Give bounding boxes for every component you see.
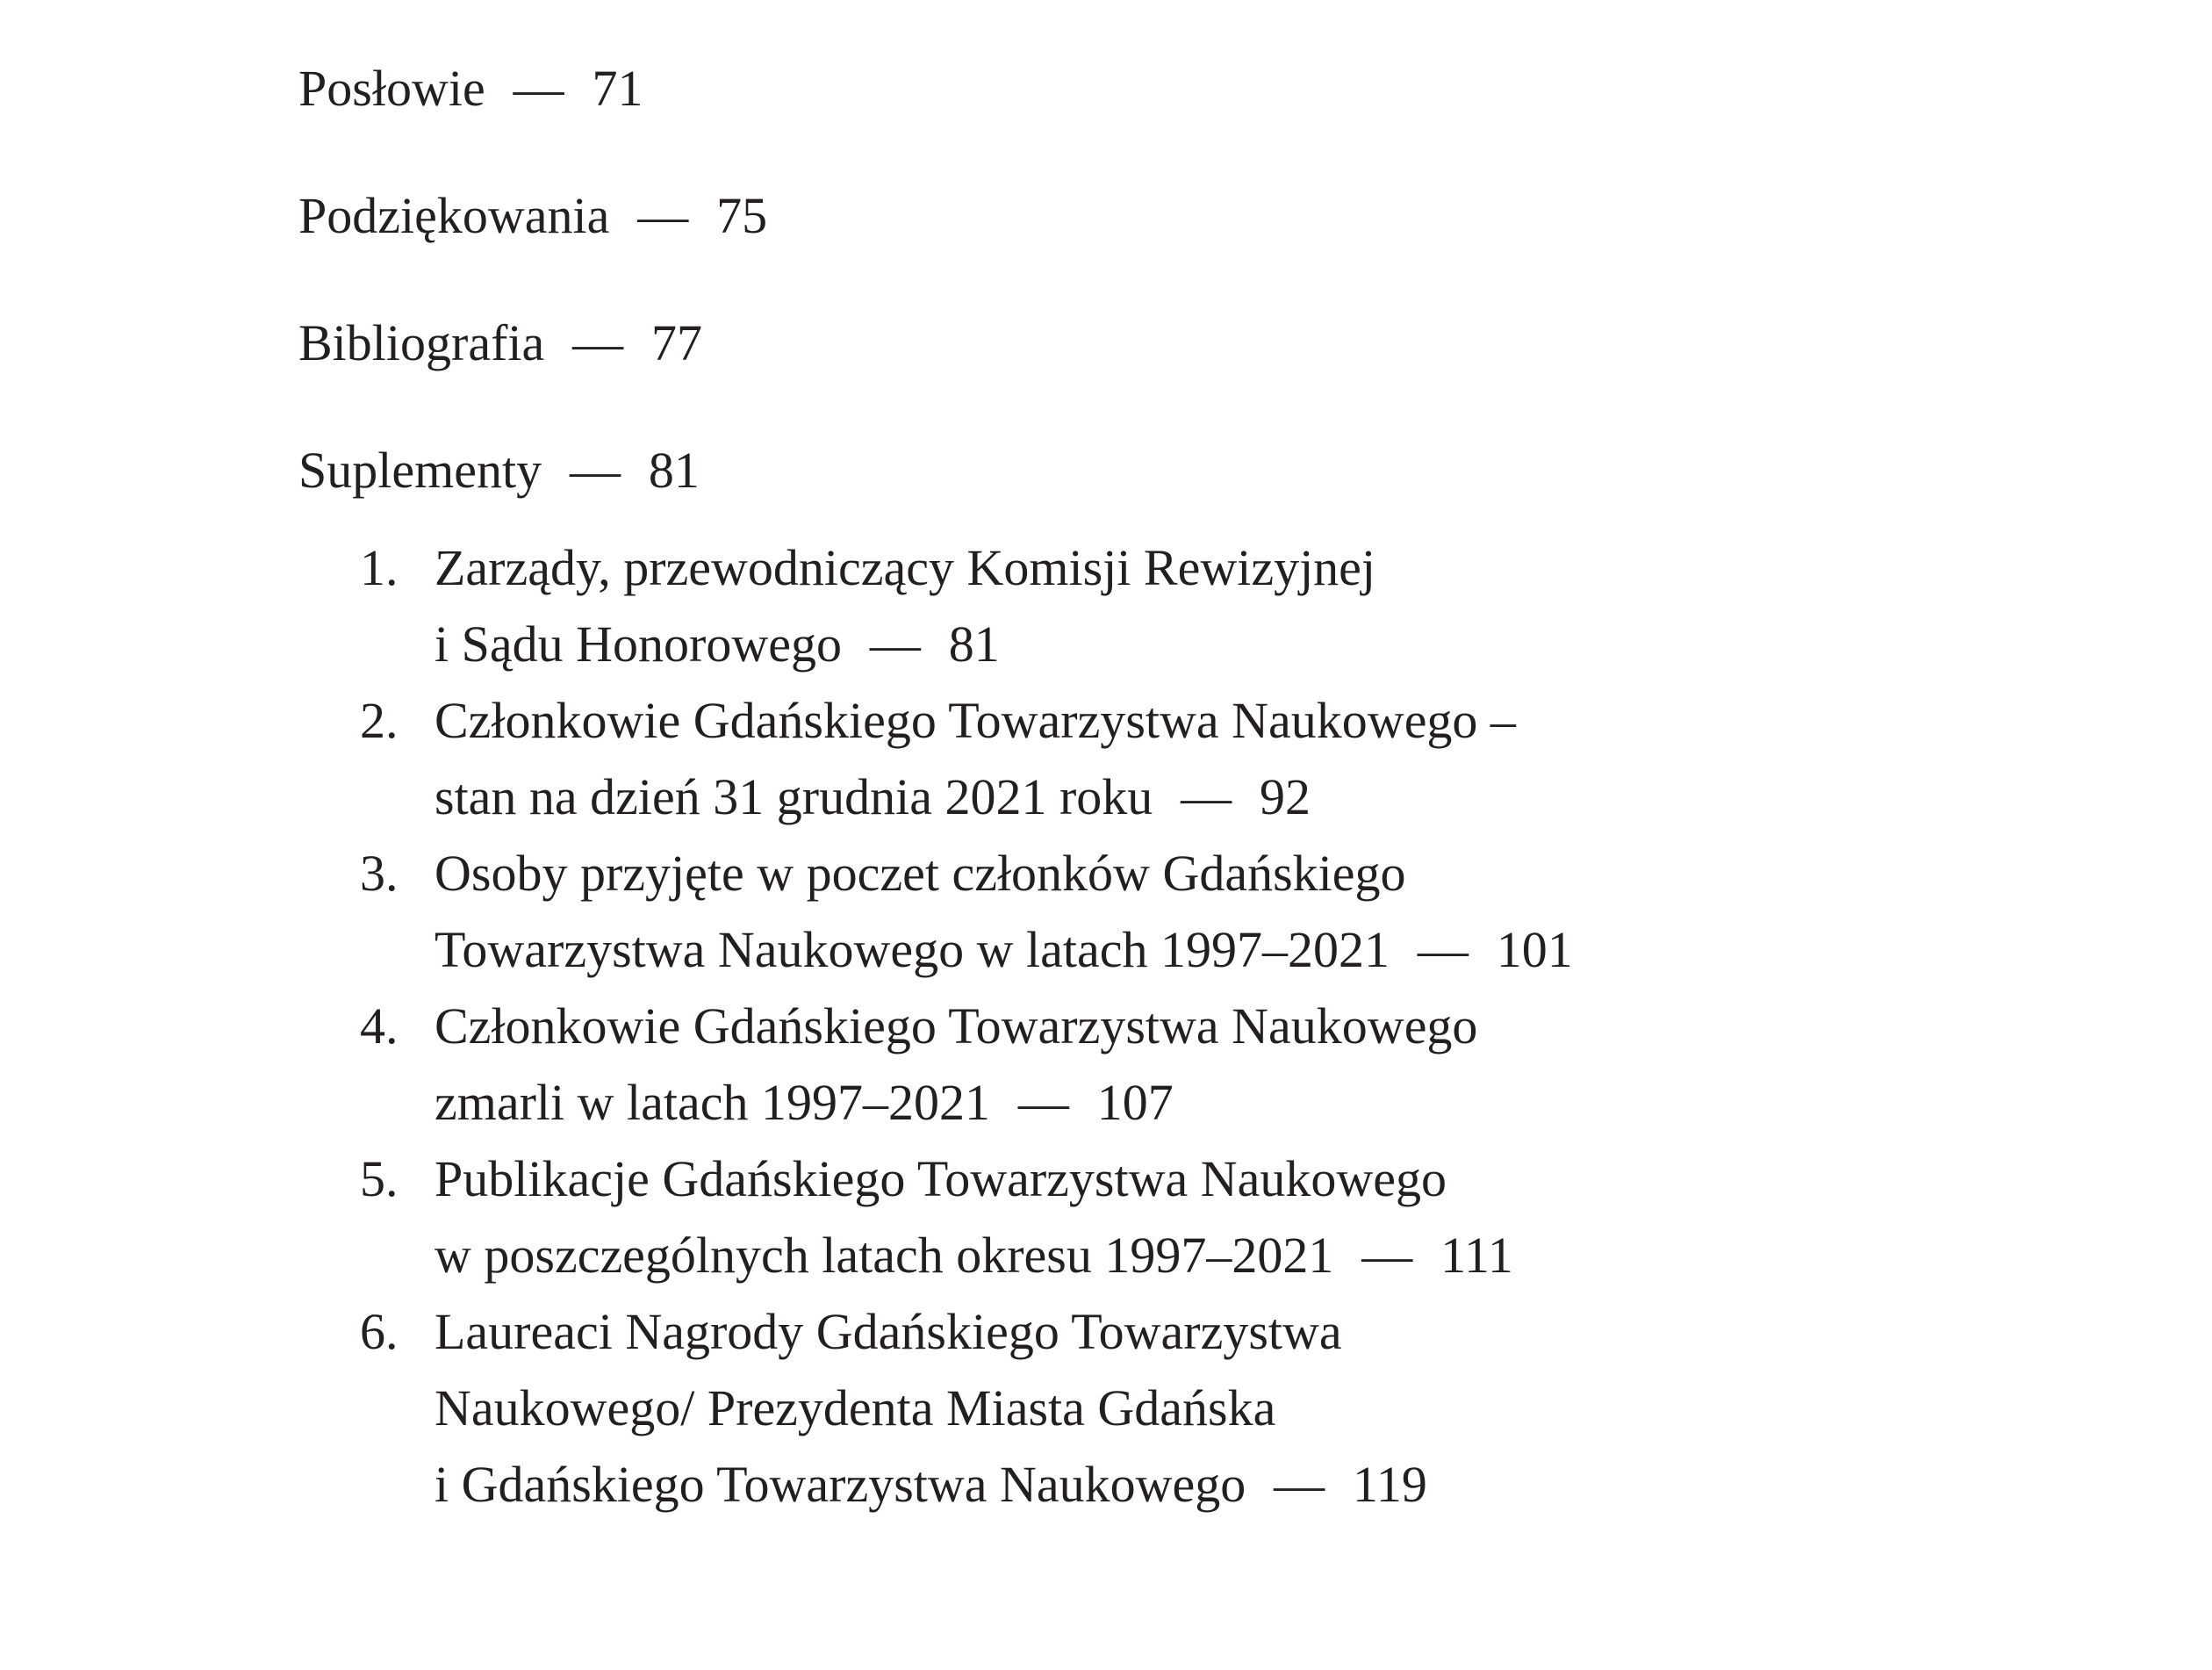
item-text-line: Laureaci Nagrody Gdańskiego Towarzystwa	[434, 1303, 1342, 1360]
toc-page-number: 71	[592, 60, 643, 117]
toc-page-number: 107	[1096, 1074, 1174, 1131]
toc-entry-title: Posłowie	[298, 60, 485, 117]
toc-page-number: 92	[1260, 768, 1311, 825]
toc-separator: —	[1361, 1227, 1413, 1284]
item-text-line: Towarzystwa Naukowego w latach 1997–2021	[434, 921, 1390, 978]
toc-page-number: 81	[948, 615, 1000, 673]
toc-entry-title: Bibliografia	[298, 314, 545, 371]
toc-separator: —	[869, 615, 921, 673]
item-text-line: stan na dzień 31 grudnia 2021 roku	[434, 768, 1153, 825]
toc-entry-podziekowania	[298, 177, 767, 254]
list-item	[298, 835, 1791, 988]
item-text-line: Osoby przyjęte w poczet członków Gdańskiego	[434, 845, 1406, 902]
item-number: 4.	[360, 997, 399, 1055]
toc-entry-poslowie	[298, 50, 643, 126]
item-number: 3.	[360, 845, 399, 902]
toc-page-number: 119	[1353, 1456, 1427, 1513]
toc-page-number: 111	[1440, 1227, 1513, 1284]
item-text-line: zmarli w latach 1997–2021	[434, 1074, 990, 1131]
toc-separator: —	[1017, 1074, 1069, 1131]
supplements-list	[298, 529, 1791, 1522]
item-number: 5.	[360, 1150, 399, 1207]
toc-entry-suplementy	[298, 432, 700, 508]
toc-page-number: 75	[716, 187, 768, 244]
toc-separator: —	[569, 442, 621, 499]
item-number: 6.	[360, 1303, 399, 1360]
toc-separator: —	[1417, 921, 1469, 978]
item-text-line: Członkowie Gdańskiego Towarzystwa Naukowego	[434, 997, 1478, 1055]
item-text-line: Członkowie Gdańskiego Towarzystwa Naukowego –	[434, 692, 1516, 749]
toc-entry-title: Suplementy	[298, 442, 542, 499]
toc-page-number: 81	[648, 442, 700, 499]
list-item	[298, 1141, 1791, 1293]
item-number: 2.	[360, 692, 399, 749]
toc-entry-title: Podziękowania	[298, 187, 610, 244]
item-text-line: Publikacje Gdańskiego Towarzystwa Naukowego	[434, 1150, 1447, 1207]
item-number: 1.	[360, 539, 399, 596]
list-item	[298, 529, 1791, 682]
toc-separator: —	[637, 187, 689, 244]
item-text-line: i Sądu Honorowego	[434, 615, 842, 673]
toc-separator: —	[572, 314, 624, 371]
item-text-line: Zarządy, przewodniczący Komisji Rewizyjnej	[434, 539, 1376, 596]
toc-separator: —	[1181, 768, 1232, 825]
toc-separator: —	[513, 60, 564, 117]
list-item	[298, 682, 1791, 835]
item-text-line: i Gdańskiego Towarzystwa Naukowego	[434, 1456, 1246, 1513]
toc-page-number: 101	[1496, 921, 1573, 978]
toc-page-number: 77	[651, 314, 703, 371]
item-text-line: w poszczególnych latach okresu 1997–2021	[434, 1227, 1334, 1284]
toc-entry-bibliografia	[298, 305, 702, 381]
item-text-line: Naukowego/ Prezydenta Miasta Gdańska	[434, 1379, 1276, 1436]
toc-separator: —	[1274, 1456, 1325, 1513]
list-item	[298, 988, 1791, 1141]
list-item	[298, 1293, 1791, 1522]
